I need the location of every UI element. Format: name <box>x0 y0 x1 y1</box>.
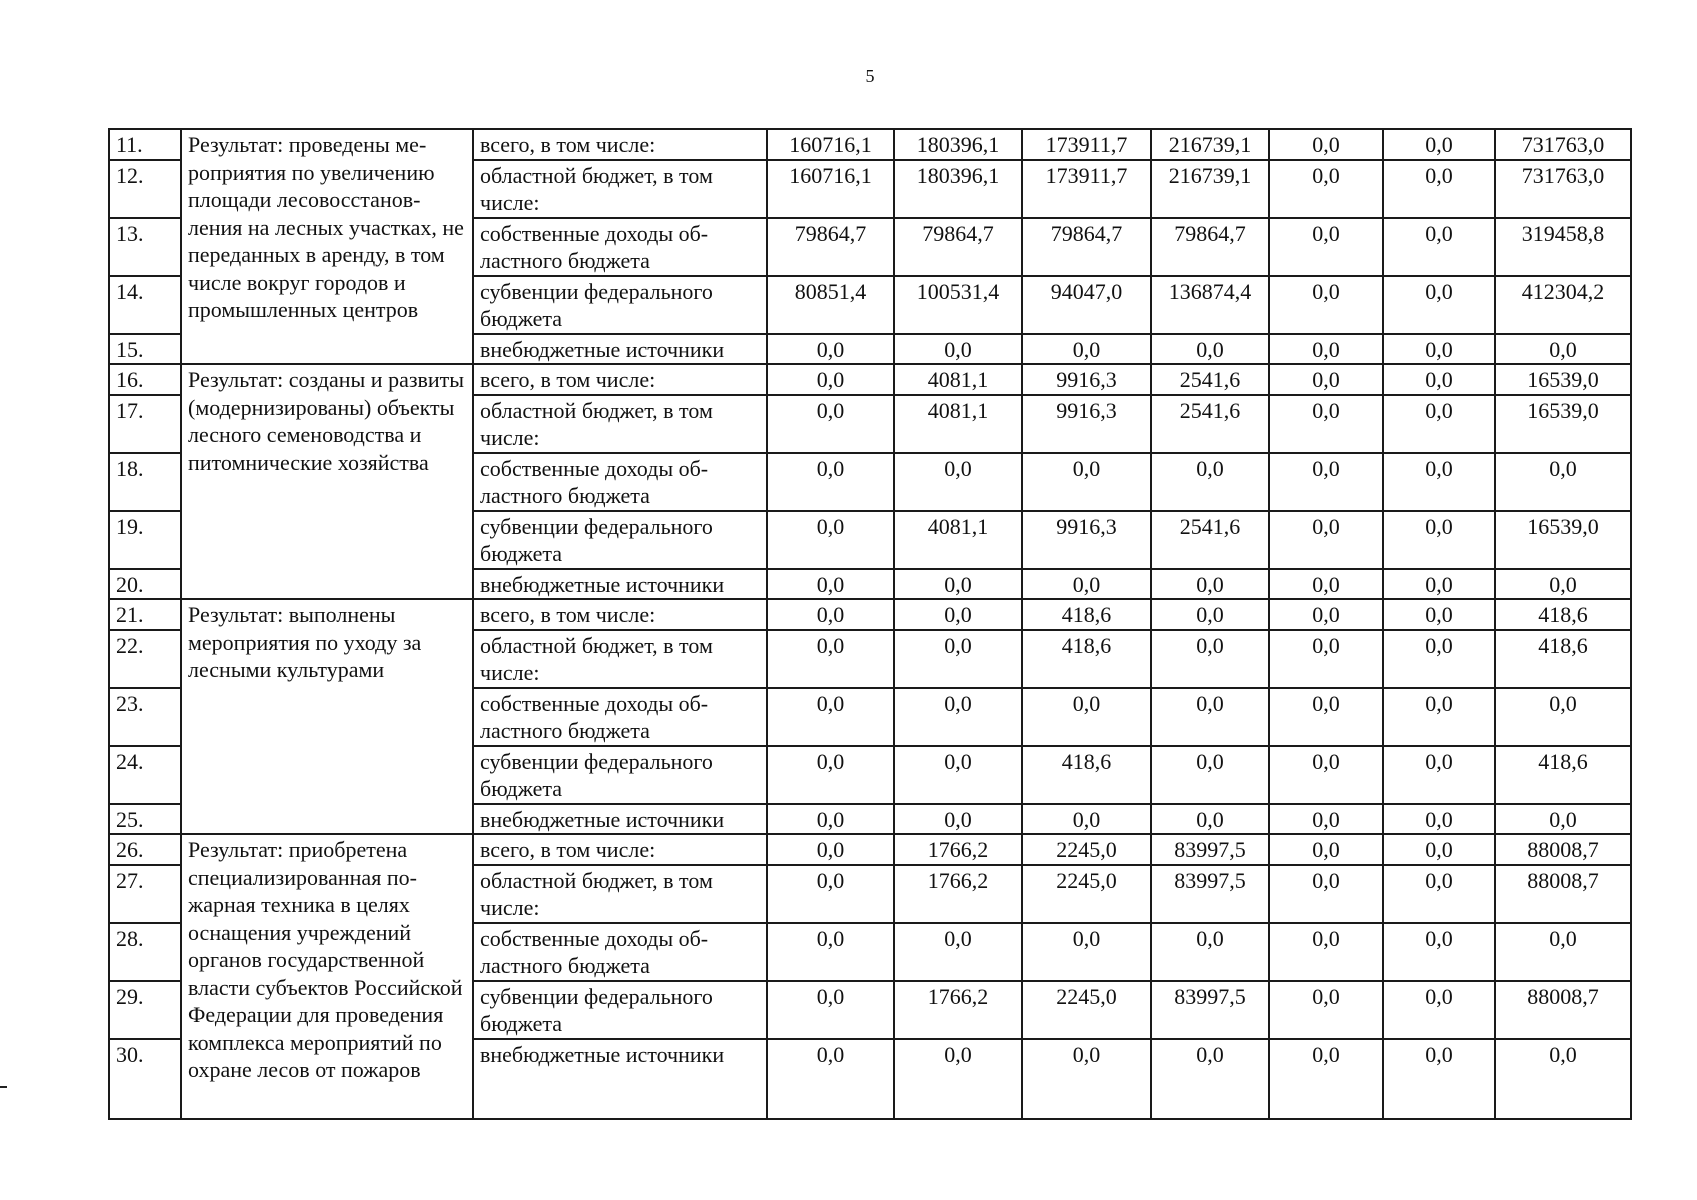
year-value: 0,0 <box>1383 599 1495 630</box>
year-value: 0,0 <box>1151 1039 1269 1119</box>
year-value: 0,0 <box>1383 511 1495 569</box>
year-value: 0,0 <box>767 865 894 923</box>
year-value: 0,0 <box>1383 834 1495 865</box>
year-value: 2245,0 <box>1022 834 1151 865</box>
budget-table <box>108 128 1632 1120</box>
total-value: 319458,8 <box>1495 218 1631 276</box>
row-number: 14. <box>109 276 181 334</box>
year-value: 0,0 <box>767 630 894 688</box>
year-value: 0,0 <box>1383 746 1495 804</box>
year-value: 9916,3 <box>1022 511 1151 569</box>
year-value: 0,0 <box>1383 865 1495 923</box>
total-value: 88008,7 <box>1495 981 1631 1039</box>
year-value: 0,0 <box>767 511 894 569</box>
total-value: 0,0 <box>1495 688 1631 746</box>
funding-source: областной бюджет, в том числе: <box>473 395 767 453</box>
year-value: 0,0 <box>1269 865 1383 923</box>
year-value: 216739,1 <box>1151 129 1269 160</box>
row-number: 12. <box>109 160 181 218</box>
total-value: 0,0 <box>1495 569 1631 600</box>
year-value: 0,0 <box>1383 364 1495 395</box>
funding-source: субвенции федерального бюджета <box>473 276 767 334</box>
year-value: 9916,3 <box>1022 395 1151 453</box>
year-value: 0,0 <box>1383 218 1495 276</box>
year-value: 1766,2 <box>894 981 1022 1039</box>
funding-source: всего, в том числе: <box>473 129 767 160</box>
total-value: 412304,2 <box>1495 276 1631 334</box>
funding-source: собственные доходы областного бюджета <box>473 688 767 746</box>
year-value: 0,0 <box>767 834 894 865</box>
total-value: 0,0 <box>1495 453 1631 511</box>
row-number: 17. <box>109 395 181 453</box>
year-value: 0,0 <box>767 599 894 630</box>
year-value: 0,0 <box>1383 160 1495 218</box>
total-value: 88008,7 <box>1495 865 1631 923</box>
year-value: 0,0 <box>1383 981 1495 1039</box>
year-value: 173911,7 <box>1022 129 1151 160</box>
row-number: 16. <box>109 364 181 395</box>
row-number: 22. <box>109 630 181 688</box>
row-number: 20. <box>109 569 181 600</box>
funding-source: областной бюджет, в том числе: <box>473 160 767 218</box>
year-value: 0,0 <box>1383 688 1495 746</box>
total-value: 418,6 <box>1495 630 1631 688</box>
year-value: 0,0 <box>767 981 894 1039</box>
year-value: 0,0 <box>1151 804 1269 835</box>
funding-source: собственные доходы областного бюджета <box>473 453 767 511</box>
year-value: 94047,0 <box>1022 276 1151 334</box>
year-value: 100531,4 <box>894 276 1022 334</box>
total-value: 0,0 <box>1495 1039 1631 1119</box>
year-value: 0,0 <box>767 746 894 804</box>
funding-source: собственные доходы областного бюджета <box>473 923 767 981</box>
result-description: Результат: выполнены мероприятия по уходу за лесными культурами <box>181 599 473 834</box>
funding-source: субвенции федерального бюджета <box>473 746 767 804</box>
year-value: 0,0 <box>1022 453 1151 511</box>
year-value: 0,0 <box>894 630 1022 688</box>
total-value: 418,6 <box>1495 599 1631 630</box>
year-value: 0,0 <box>1269 160 1383 218</box>
year-value: 0,0 <box>894 746 1022 804</box>
year-value: 0,0 <box>1383 395 1495 453</box>
year-value: 0,0 <box>767 923 894 981</box>
year-value: 0,0 <box>894 688 1022 746</box>
result-description: Результат: приобретена специализированная пожарная техника в целях оснащения учреждений органов государственной власти субъектов Российской Федерации для проведения комплекса мероприятий по охране лесов от пожаров <box>181 834 473 1119</box>
funding-source: областной бюджет, в том числе: <box>473 865 767 923</box>
year-value: 0,0 <box>1269 511 1383 569</box>
row-number: 27. <box>109 865 181 923</box>
total-value: 16539,0 <box>1495 395 1631 453</box>
year-value: 0,0 <box>767 569 894 600</box>
total-value: 0,0 <box>1495 804 1631 835</box>
row-number: 25. <box>109 804 181 835</box>
year-value: 0,0 <box>894 453 1022 511</box>
funding-source: всего, в том числе: <box>473 599 767 630</box>
year-value: 0,0 <box>894 1039 1022 1119</box>
year-value: 0,0 <box>1151 599 1269 630</box>
year-value: 0,0 <box>767 395 894 453</box>
table-row <box>109 129 1631 160</box>
row-number: 30. <box>109 1039 181 1119</box>
year-value: 2541,6 <box>1151 395 1269 453</box>
funding-source: внебюджетные источники <box>473 1039 767 1119</box>
year-value: 0,0 <box>1269 688 1383 746</box>
row-number: 19. <box>109 511 181 569</box>
funding-source: собственные доходы областного бюджета <box>473 218 767 276</box>
total-value: 418,6 <box>1495 746 1631 804</box>
year-value: 418,6 <box>1022 599 1151 630</box>
page-number: 5 <box>865 66 875 86</box>
year-value: 0,0 <box>1269 129 1383 160</box>
year-value: 83997,5 <box>1151 865 1269 923</box>
year-value: 4081,1 <box>894 395 1022 453</box>
year-value: 4081,1 <box>894 364 1022 395</box>
year-value: 0,0 <box>767 1039 894 1119</box>
year-value: 0,0 <box>1269 923 1383 981</box>
funding-source: областной бюджет, в том числе: <box>473 630 767 688</box>
year-value: 0,0 <box>1383 129 1495 160</box>
year-value: 0,0 <box>1269 630 1383 688</box>
year-value: 0,0 <box>1151 688 1269 746</box>
year-value: 0,0 <box>894 569 1022 600</box>
year-value: 0,0 <box>1022 569 1151 600</box>
year-value: 79864,7 <box>1151 218 1269 276</box>
total-value: 16539,0 <box>1495 364 1631 395</box>
year-value: 4081,1 <box>894 511 1022 569</box>
year-value: 2245,0 <box>1022 865 1151 923</box>
funding-source: всего, в том числе: <box>473 834 767 865</box>
year-value: 0,0 <box>1151 923 1269 981</box>
table-row <box>109 834 1631 865</box>
year-value: 0,0 <box>1383 569 1495 600</box>
year-value: 418,6 <box>1022 746 1151 804</box>
table-row <box>109 599 1631 630</box>
year-value: 0,0 <box>1383 630 1495 688</box>
result-description: Результат: проведены мероприятия по увеличению площади лесовосстановления на лесных участках, не переданных в аренду, в том числе вокруг городов и промышленных центров <box>181 129 473 364</box>
year-value: 418,6 <box>1022 630 1151 688</box>
year-value: 79864,7 <box>767 218 894 276</box>
year-value: 180396,1 <box>894 160 1022 218</box>
year-value: 0,0 <box>1269 334 1383 365</box>
year-value: 0,0 <box>894 804 1022 835</box>
year-value: 0,0 <box>1269 569 1383 600</box>
year-value: 0,0 <box>1022 923 1151 981</box>
total-value: 731763,0 <box>1495 129 1631 160</box>
year-value: 0,0 <box>1269 276 1383 334</box>
total-value: 88008,7 <box>1495 834 1631 865</box>
row-number: 13. <box>109 218 181 276</box>
year-value: 83997,5 <box>1151 981 1269 1039</box>
year-value: 83997,5 <box>1151 834 1269 865</box>
year-value: 1766,2 <box>894 834 1022 865</box>
year-value: 0,0 <box>1151 569 1269 600</box>
funding-source: субвенции федерального бюджета <box>473 981 767 1039</box>
year-value: 0,0 <box>1022 804 1151 835</box>
total-value: 0,0 <box>1495 334 1631 365</box>
year-value: 0,0 <box>1269 834 1383 865</box>
year-value: 0,0 <box>1269 746 1383 804</box>
row-number: 29. <box>109 981 181 1039</box>
year-value: 0,0 <box>1022 688 1151 746</box>
year-value: 79864,7 <box>894 218 1022 276</box>
year-value: 0,0 <box>1151 630 1269 688</box>
year-value: 0,0 <box>767 804 894 835</box>
year-value: 2541,6 <box>1151 511 1269 569</box>
year-value: 173911,7 <box>1022 160 1151 218</box>
year-value: 0,0 <box>1383 804 1495 835</box>
year-value: 0,0 <box>894 334 1022 365</box>
row-number: 15. <box>109 334 181 365</box>
year-value: 0,0 <box>1383 453 1495 511</box>
row-number: 23. <box>109 688 181 746</box>
row-number: 24. <box>109 746 181 804</box>
result-description: Результат: созданы и развиты (модернизированы) объекты лесного семеноводства и питомнические хозяйства <box>181 364 473 599</box>
year-value: 0,0 <box>1383 923 1495 981</box>
year-value: 160716,1 <box>767 160 894 218</box>
margin-mark <box>0 1086 7 1088</box>
row-number: 11. <box>109 129 181 160</box>
row-number: 26. <box>109 834 181 865</box>
year-value: 0,0 <box>1383 276 1495 334</box>
total-value: 0,0 <box>1495 923 1631 981</box>
year-value: 0,0 <box>767 688 894 746</box>
year-value: 80851,4 <box>767 276 894 334</box>
year-value: 136874,4 <box>1151 276 1269 334</box>
year-value: 0,0 <box>1383 1039 1495 1119</box>
year-value: 0,0 <box>894 599 1022 630</box>
table-row <box>109 364 1631 395</box>
year-value: 0,0 <box>1269 218 1383 276</box>
year-value: 1766,2 <box>894 865 1022 923</box>
year-value: 0,0 <box>767 334 894 365</box>
year-value: 9916,3 <box>1022 364 1151 395</box>
year-value: 0,0 <box>894 923 1022 981</box>
year-value: 0,0 <box>1022 1039 1151 1119</box>
funding-source: внебюджетные источники <box>473 334 767 365</box>
year-value: 0,0 <box>1269 804 1383 835</box>
year-value: 0,0 <box>1269 599 1383 630</box>
year-value: 0,0 <box>1151 746 1269 804</box>
year-value: 2541,6 <box>1151 364 1269 395</box>
budget-table-body <box>109 129 1631 1119</box>
row-number: 18. <box>109 453 181 511</box>
year-value: 0,0 <box>1269 981 1383 1039</box>
funding-source: всего, в том числе: <box>473 364 767 395</box>
funding-source: внебюджетные источники <box>473 804 767 835</box>
total-value: 731763,0 <box>1495 160 1631 218</box>
year-value: 0,0 <box>1269 453 1383 511</box>
year-value: 0,0 <box>1022 334 1151 365</box>
year-value: 160716,1 <box>767 129 894 160</box>
year-value: 0,0 <box>1151 453 1269 511</box>
year-value: 0,0 <box>1269 364 1383 395</box>
year-value: 0,0 <box>1151 334 1269 365</box>
year-value: 180396,1 <box>894 129 1022 160</box>
year-value: 0,0 <box>1383 334 1495 365</box>
total-value: 16539,0 <box>1495 511 1631 569</box>
row-number: 28. <box>109 923 181 981</box>
year-value: 0,0 <box>1269 395 1383 453</box>
funding-source: внебюджетные источники <box>473 569 767 600</box>
row-number: 21. <box>109 599 181 630</box>
year-value: 0,0 <box>767 453 894 511</box>
year-value: 79864,7 <box>1022 218 1151 276</box>
year-value: 0,0 <box>767 364 894 395</box>
funding-source: субвенции федерального бюджета <box>473 511 767 569</box>
year-value: 0,0 <box>1269 1039 1383 1119</box>
year-value: 216739,1 <box>1151 160 1269 218</box>
year-value: 2245,0 <box>1022 981 1151 1039</box>
